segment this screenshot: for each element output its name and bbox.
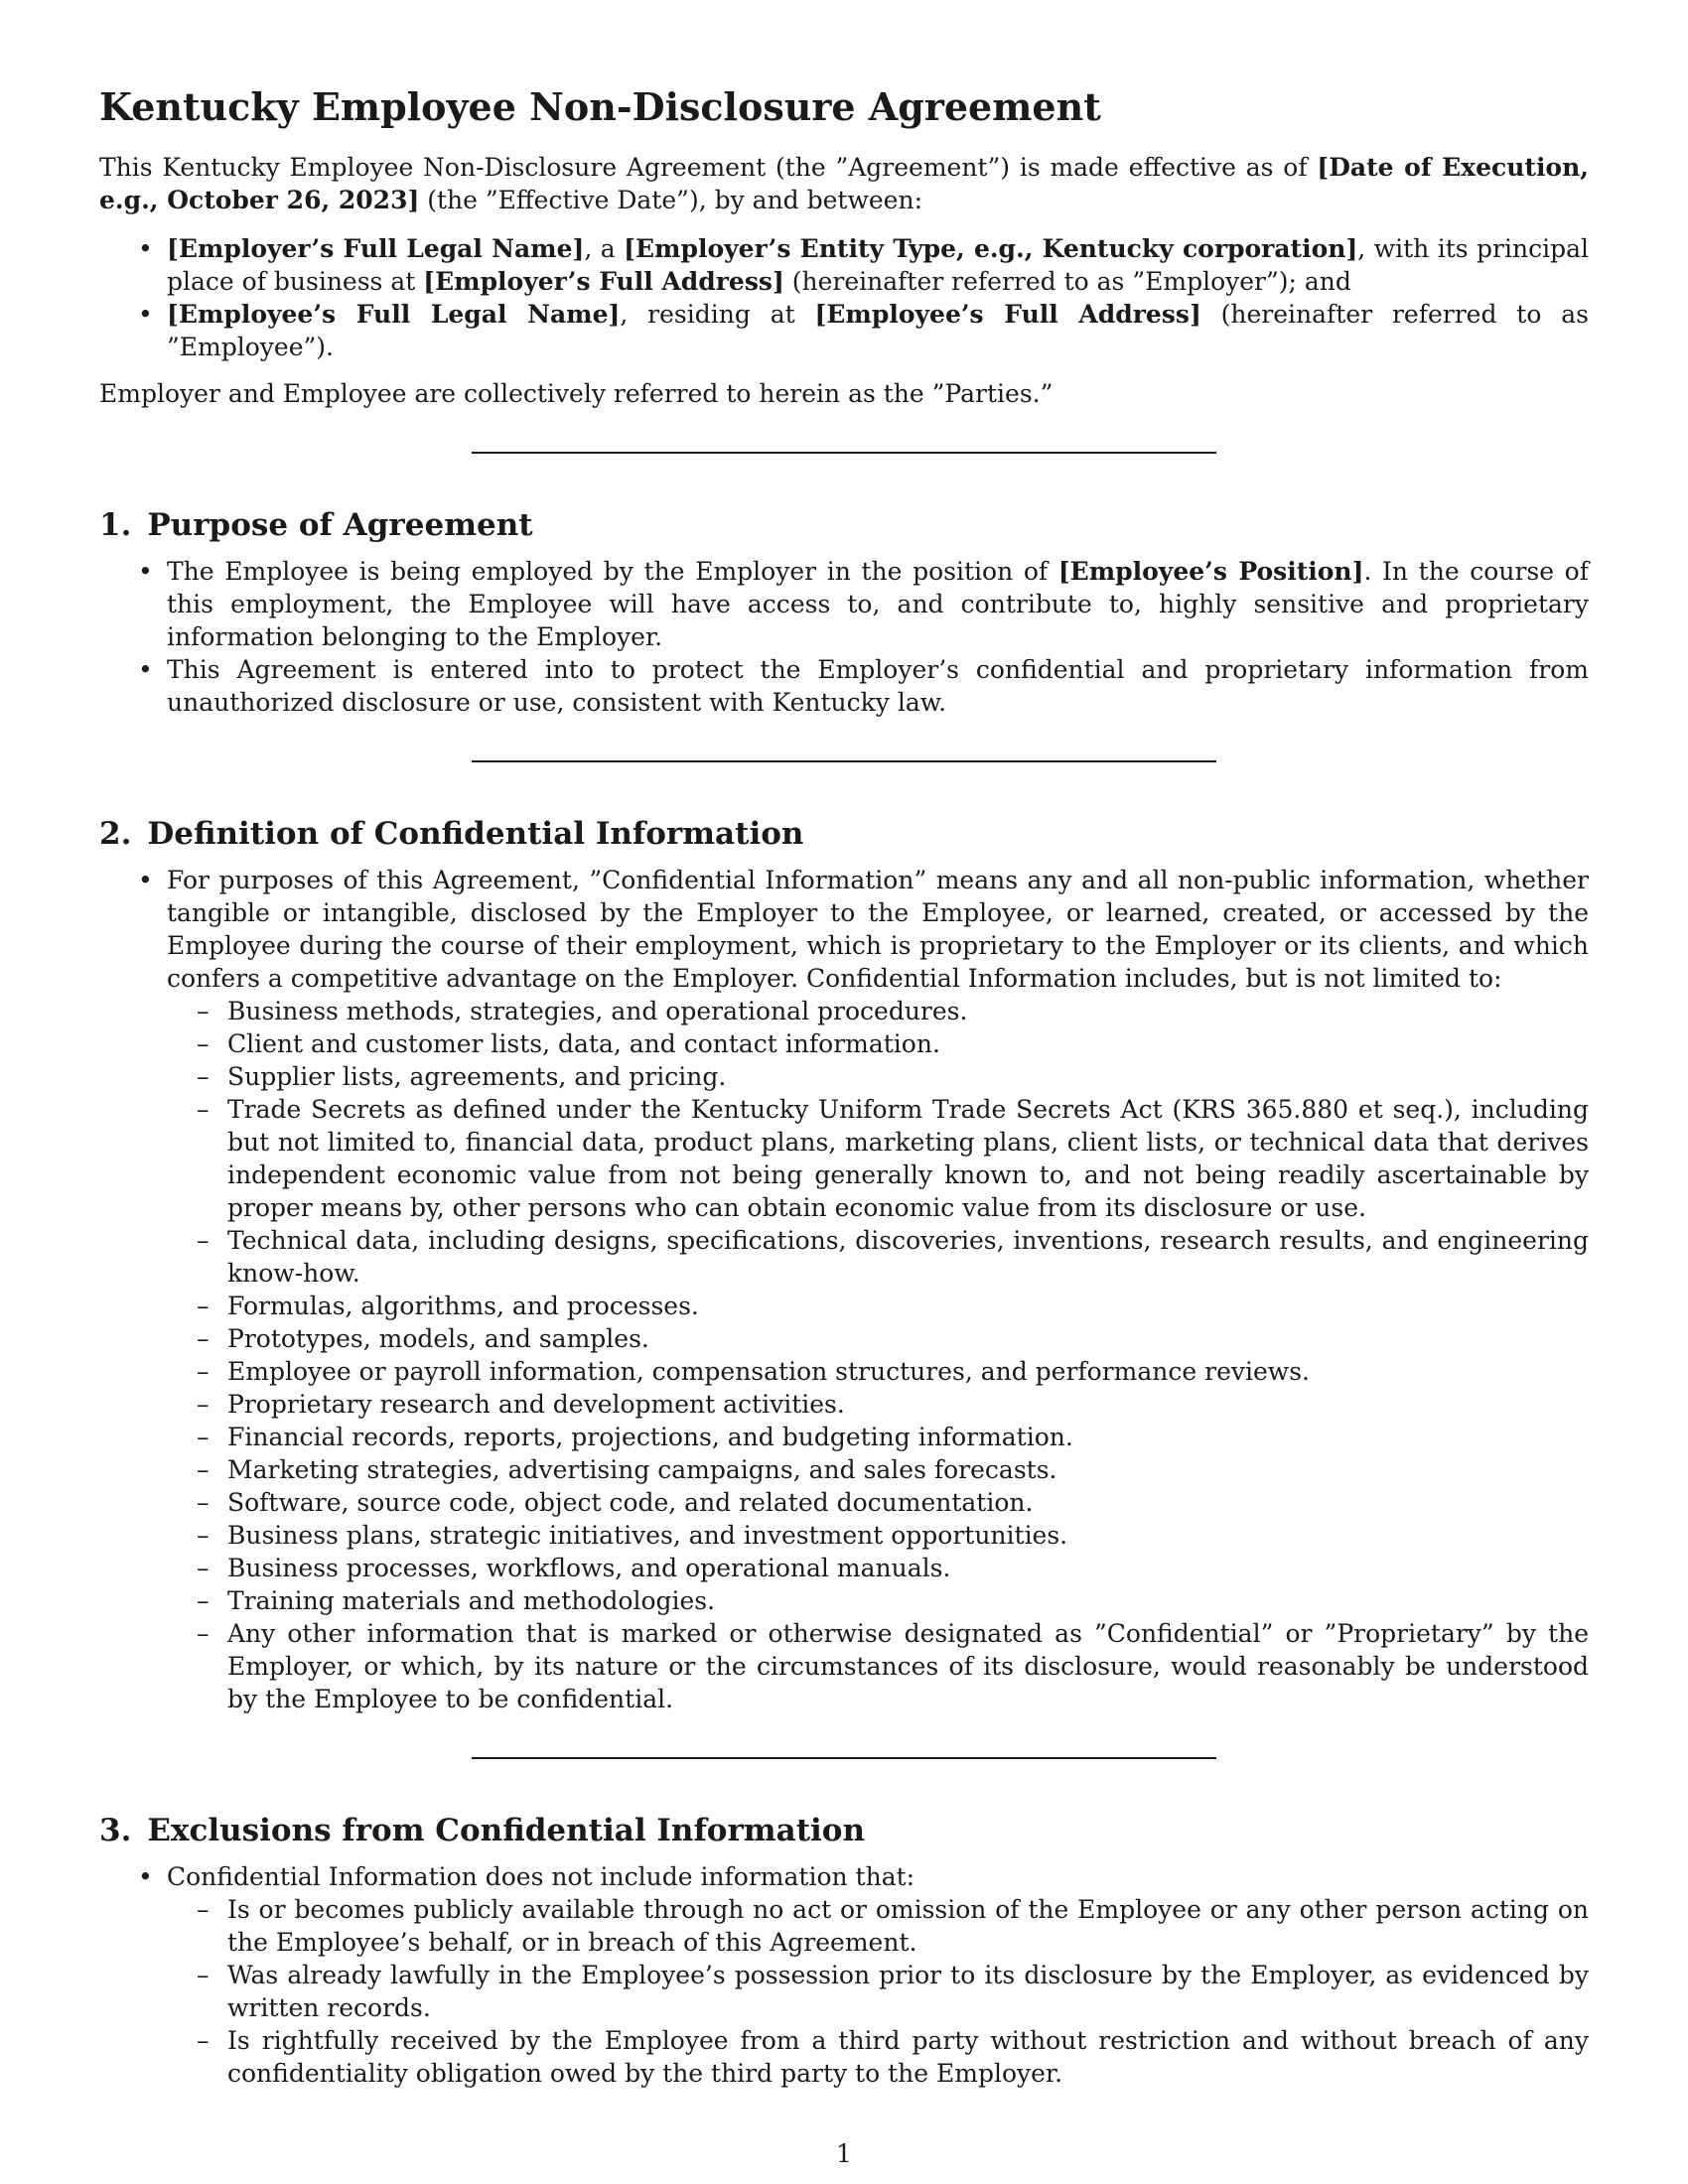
page-number: 1: [836, 2139, 852, 2168]
party-employer: [167, 232, 1589, 298]
employer-text-1: , a: [584, 234, 625, 263]
sub-list-item: – Employee or payroll information, compensation structures, and performance reviews.: [227, 1355, 1589, 1388]
section-3-heading: [99, 1811, 1589, 1850]
sub-list-item: – Supplier lists, agreements, and pricing.: [227, 1060, 1589, 1093]
effective-date-placeholder: [Date of Execution, e.g., October 26, 2023]: [99, 153, 1589, 214]
position-placeholder: [Employee’s Position]: [1057, 557, 1364, 586]
section-divider: [472, 1757, 1216, 1759]
sub-list-item: – Business methods, strategies, and operational procedures.: [227, 995, 1589, 1027]
sub-list-item: – Training materials and methodologies.: [227, 1584, 1589, 1617]
list-item: [167, 555, 1589, 653]
section-2-heading: [99, 814, 1589, 854]
employee-text-1: , residing at: [620, 300, 815, 329]
sub-list-item: – Client and customer lists, data, and contact information.: [227, 1027, 1589, 1060]
intro-paragraph: [99, 151, 1589, 216]
section-3-number: 3.: [99, 1813, 132, 1848]
sub-list-item: – Formulas, algorithms, and processes.: [227, 1290, 1589, 1322]
sub-list-item: – Technical data, including designs, specifications, discoveries, inventions, research results, and engineering know-how.: [227, 1224, 1589, 1290]
employer-entity-placeholder: [Employer’s Entity Type, e.g., Kentucky corporation]: [624, 234, 1358, 263]
section-2-list: [99, 864, 1589, 1715]
employee-address-placeholder: [Employee’s Full Address]: [814, 300, 1201, 329]
section-1-title: Purpose of Agreement: [147, 507, 533, 543]
section-3-list: [99, 1860, 1589, 2090]
sub-list-item: – Is rightfully received by the Employee from a third party without restriction and without breach of any confidentiality obligation owed by the third party to the Employer.: [227, 2024, 1589, 2090]
section-1-list: [99, 555, 1589, 719]
intro-text-2: (the ”Effective Date”), by and between:: [419, 186, 922, 214]
sub-list-item: – Software, source code, object code, and related documentation.: [227, 1486, 1589, 1519]
employee-text-2: (hereinafter referred to as ”Employee”).: [167, 300, 1590, 361]
sub-list-item: – Was already lawfully in the Employee’s possession prior to its disclosure by the Employer, as evidenced by written records.: [227, 1959, 1589, 2024]
employer-name-placeholder: [Employer’s Full Legal Name]: [167, 234, 585, 263]
sub-list-item: – Business plans, strategic initiatives, and investment opportunities.: [227, 1519, 1589, 1552]
intro-text-1: This Kentucky Employee Non-Disclosure Agreement (the ”Agreement”) is made effective as of: [99, 153, 1318, 182]
section-2-number: 2.: [99, 816, 132, 852]
sub-list-item: – Any other information that is marked or otherwise designated as ”Confidential” or ”Proprietary” by the Employer, or which, by its nature or the circumstances of its disclosure, would reasonably be understood by the Employee to be confidential.: [227, 1617, 1589, 1715]
section-1-number: 1.: [99, 507, 132, 543]
list-item: • This Agreement is entered into to protect the Employer’s confidential and proprietary information from unauthorized disclosure or use, consistent with Kentucky law.: [167, 653, 1589, 719]
sub-list-item: – Financial records, reports, projections, and budgeting information.: [227, 1421, 1589, 1453]
sub-list-item: – Prototypes, models, and samples.: [227, 1322, 1589, 1355]
section-3-title: Exclusions from Confidential Information: [147, 1813, 866, 1848]
sub-list-item: – Business processes, workflows, and operational manuals.: [227, 1552, 1589, 1584]
employer-text-2: , with its principal place of business at: [167, 234, 1590, 296]
confidential-info-sublist: [167, 995, 1589, 1715]
exclusions-sublist: [167, 1893, 1589, 2090]
employer-address-placeholder: [Employer’s Full Address]: [423, 267, 784, 296]
list-item: [167, 864, 1589, 1715]
purpose-text-2: . In the course of this employment, the Employee will have access to, and contribute to, highly sensitive and proprietary information belonging to the Employer.: [167, 557, 1589, 651]
document-body: [99, 83, 1589, 2090]
sub-list-item: – Marketing strategies, advertising campaigns, and sales forecasts.: [227, 1453, 1589, 1486]
section-divider: [472, 760, 1216, 762]
sub-list-item: – Trade Secrets as defined under the Kentucky Uniform Trade Secrets Act (KRS 365.880 et seq.), including but not limited to, financial data, product plans, marketing plans, client lists, or technical data that derives independent economic value from not being generally known to, and not being readily ascertainable by proper means by, other persons who can obtain economic value from its disclosure or use.: [227, 1093, 1589, 1224]
section-1-heading: [99, 505, 1589, 545]
list-item: [167, 1860, 1589, 2090]
parties-list: [99, 232, 1589, 363]
employee-name-placeholder: [Employee’s Full Legal Name]: [167, 300, 621, 329]
party-employee: [167, 298, 1589, 363]
section-divider: [472, 452, 1216, 454]
purpose-text-1: The Employee is being employed by the Employer in the position of: [167, 557, 1058, 586]
sub-list-item: – Proprietary research and development activities.: [227, 1388, 1589, 1421]
section-2-title: Definition of Confidential Information: [147, 816, 804, 852]
definition-lead: For purposes of this Agreement, ”Confidential Information” means any and all non-public information, whether tangible or intangible, disclosed by the Employer to the Employee, or learned, created, or accessed by the Employee during the course of their employment, which is proprietary to the Employer or its clients, and which confers a competitive advantage on the Employer. Confidential Information includes, but is not limited to:: [167, 866, 1589, 993]
exclusions-lead: Confidential Information does not include information that:: [167, 1862, 915, 1891]
employer-text-3: (hereinafter referred to as ”Employer”); and: [783, 267, 1351, 296]
document-title: Kentucky Employee Non-Disclosure Agreement: [99, 84, 1101, 129]
sub-list-item: – Is or becomes publicly available through no act or omission of the Employee or any other person acting on the Employee’s behalf, or in breach of this Agreement.: [227, 1893, 1589, 1959]
collective-paragraph: Employer and Employee are collectively referred to herein as the ”Parties.”: [99, 379, 1054, 408]
